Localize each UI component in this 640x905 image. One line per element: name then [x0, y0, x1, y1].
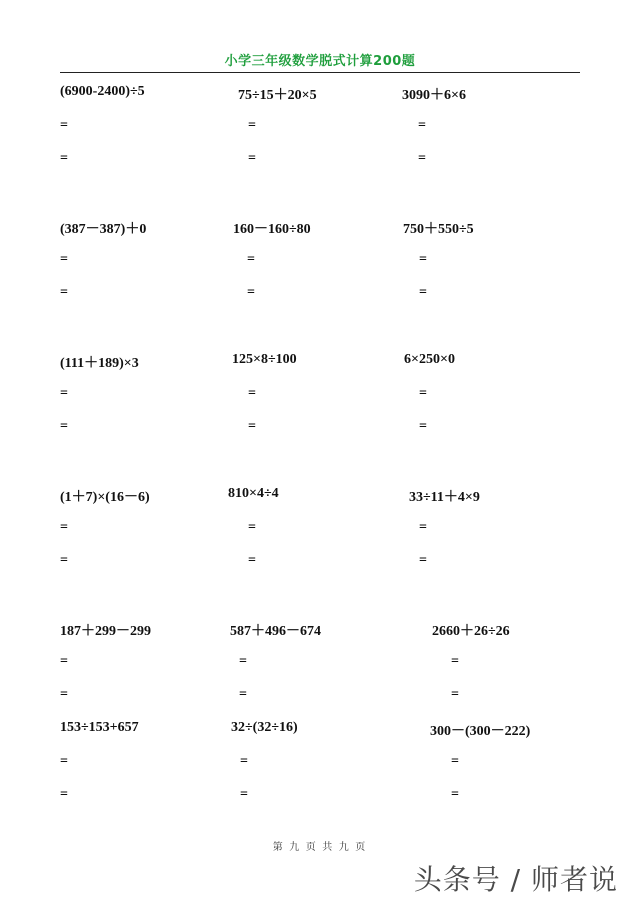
problem-expression: (1＋7)×(16－6) — [60, 490, 150, 505]
answer-line-1: = — [451, 654, 459, 669]
answer-line-2: = — [240, 787, 248, 802]
problem-expression: (387－387)＋0 — [60, 222, 147, 237]
page-title: 小学三年级数学脱式计算200题 — [224, 54, 416, 69]
answer-line-2: = — [418, 151, 426, 166]
answer-line-1: = — [248, 386, 256, 401]
answer-line-2: = — [60, 151, 68, 166]
problem-expression: 6×250×0 — [404, 352, 455, 367]
problem-expression: 187＋299－299 — [60, 624, 151, 639]
answer-line-2: = — [451, 787, 459, 802]
answer-line-2: = — [239, 687, 247, 702]
answer-line-2: = — [419, 419, 427, 434]
header-rule — [60, 72, 580, 73]
answer-line-1: = — [60, 386, 68, 401]
answer-line-2: = — [247, 285, 255, 300]
answer-line-2: = — [60, 787, 68, 802]
answer-line-1: = — [248, 118, 256, 133]
answer-line-1: = — [418, 118, 426, 133]
answer-line-1: = — [247, 252, 255, 267]
answer-line-1: = — [60, 520, 68, 535]
answer-line-1: = — [60, 754, 68, 769]
answer-line-2: = — [60, 285, 68, 300]
problem-expression: 32÷(32÷16) — [231, 720, 298, 735]
answer-line-2: = — [248, 419, 256, 434]
problem-expression: 125×8÷100 — [232, 352, 297, 367]
answer-line-2: = — [60, 687, 68, 702]
problem-expression: 300－(300－222) — [430, 724, 531, 739]
answer-line-2: = — [248, 553, 256, 568]
page-footer: 第 九 页 共 九 页 — [272, 842, 368, 853]
watermark-text: 头条号 / 师者说 — [413, 863, 618, 896]
problem-expression: 3090＋6×6 — [402, 88, 466, 103]
problem-expression: 587＋496－674 — [230, 624, 321, 639]
answer-line-1: = — [60, 118, 68, 133]
problem-expression: 810×4÷4 — [228, 486, 279, 501]
answer-line-2: = — [419, 553, 427, 568]
answer-line-1: = — [451, 754, 459, 769]
answer-line-2: = — [248, 151, 256, 166]
answer-line-2: = — [60, 553, 68, 568]
answer-line-1: = — [419, 386, 427, 401]
answer-line-2: = — [60, 419, 68, 434]
answer-line-1: = — [419, 520, 427, 535]
answer-line-1: = — [240, 754, 248, 769]
problem-expression: 750＋550÷5 — [403, 222, 474, 237]
answer-line-2: = — [419, 285, 427, 300]
problem-expression: 160－160÷80 — [233, 222, 311, 237]
answer-line-1: = — [60, 252, 68, 267]
problem-expression: (6900-2400)÷5 — [60, 84, 145, 99]
answer-line-2: = — [451, 687, 459, 702]
answer-line-1: = — [248, 520, 256, 535]
problem-expression: 75÷15＋20×5 — [238, 88, 317, 103]
answer-line-1: = — [239, 654, 247, 669]
problem-expression: 2660＋26÷26 — [432, 624, 510, 639]
answer-line-1: = — [60, 654, 68, 669]
problem-expression: 33÷11＋4×9 — [409, 490, 480, 505]
answer-line-1: = — [419, 252, 427, 267]
problem-expression: (111＋189)×3 — [60, 356, 139, 371]
problem-expression: 153÷153+657 — [60, 720, 139, 735]
